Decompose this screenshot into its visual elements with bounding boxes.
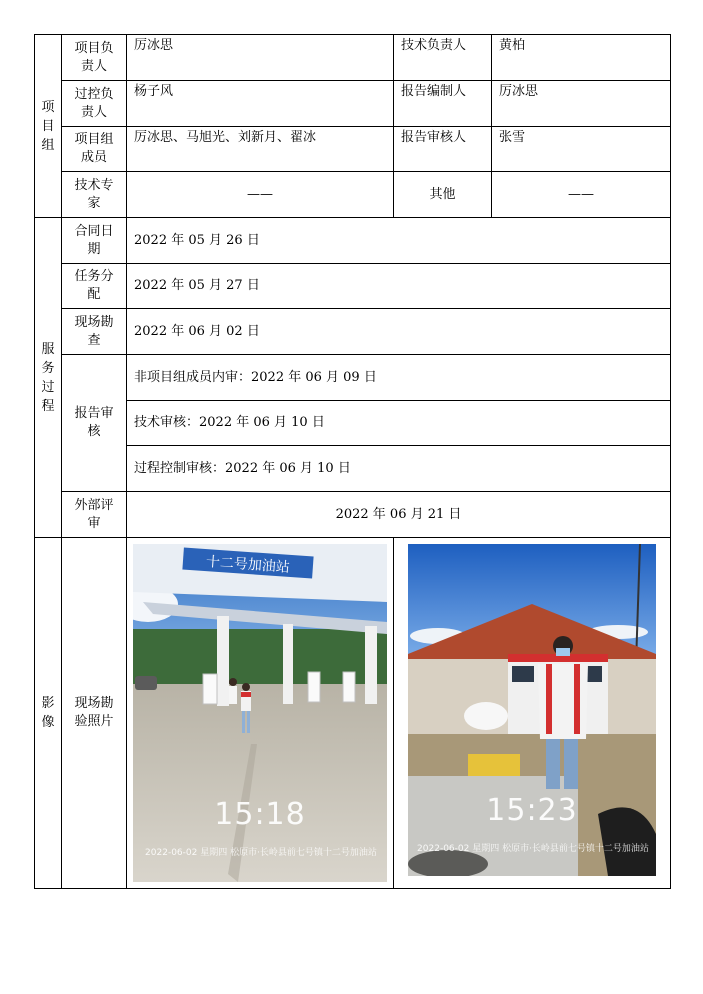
tech-lead-label: 技术负责人 xyxy=(394,35,492,81)
project-lead-label: 项目负责人 xyxy=(62,35,127,81)
report-reviewer-value: 张雪 xyxy=(492,127,671,172)
project-group-header: 项目组 xyxy=(35,35,62,218)
process-ctrl-value: 杨子风 xyxy=(127,81,394,127)
contract-date-label: 合同日期 xyxy=(62,218,127,264)
other-label: 其他 xyxy=(394,172,492,218)
report-review-label: 报告审核 xyxy=(62,355,127,492)
other-value: —— xyxy=(492,172,671,218)
process-ctrl-label: 过控负责人 xyxy=(62,81,127,127)
photo-1-info: 2022-06-02 星期四 松原市·长岭县前七号镇十二号加油站 xyxy=(145,848,377,858)
expert-label: 技术专家 xyxy=(62,172,127,218)
assign-date-value: 2022 年 05 月 27 日 xyxy=(127,264,671,309)
external-review-label: 外部评审 xyxy=(62,492,127,538)
survey-date-label: 现场勘查 xyxy=(62,309,127,355)
report-author-value: 厉冰思 xyxy=(492,81,671,127)
imagery-header: 影像 xyxy=(35,538,62,889)
site-photo-2 xyxy=(408,544,656,876)
review-internal-value: 非项目组成员内审：2022 年 06 月 09 日 xyxy=(127,355,671,401)
members-value: 厉冰思、马旭光、刘新月、翟冰 xyxy=(127,127,394,172)
info-table xyxy=(34,34,671,889)
site-photo-1 xyxy=(133,544,387,882)
photo-2-time: 15:23 xyxy=(486,793,578,828)
service-process-header: 服务过程 xyxy=(35,218,62,538)
report-author-label: 报告编制人 xyxy=(394,81,492,127)
members-label: 项目组成员 xyxy=(62,127,127,172)
review-tech-value: 技术审核：2022 年 06 月 10 日 xyxy=(127,401,671,446)
photo-cell-2 xyxy=(394,538,671,889)
tech-lead-value: 黄柏 xyxy=(492,35,671,81)
project-lead-value: 厉冰思 xyxy=(127,35,394,81)
photo-label: 现场勘验照片 xyxy=(62,538,127,889)
photo-2-info: 2022-06-02 星期四 松原市·长岭县前七号镇十二号加油站 xyxy=(417,844,649,854)
photo-1-time: 15:18 xyxy=(214,797,306,832)
assign-date-label: 任务分配 xyxy=(62,264,127,309)
review-process-value: 过程控制审核：2022 年 06 月 10 日 xyxy=(127,446,671,492)
contract-date-value: 2022 年 05 月 26 日 xyxy=(127,218,671,264)
photo-cell-1 xyxy=(127,538,394,889)
station-sign-text: 十二号加油站 xyxy=(205,554,291,576)
survey-date-value: 2022 年 06 月 02 日 xyxy=(127,309,671,355)
expert-value: —— xyxy=(127,172,394,218)
report-reviewer-label: 报告审核人 xyxy=(394,127,492,172)
external-review-value: 2022 年 06 月 21 日 xyxy=(127,492,671,538)
